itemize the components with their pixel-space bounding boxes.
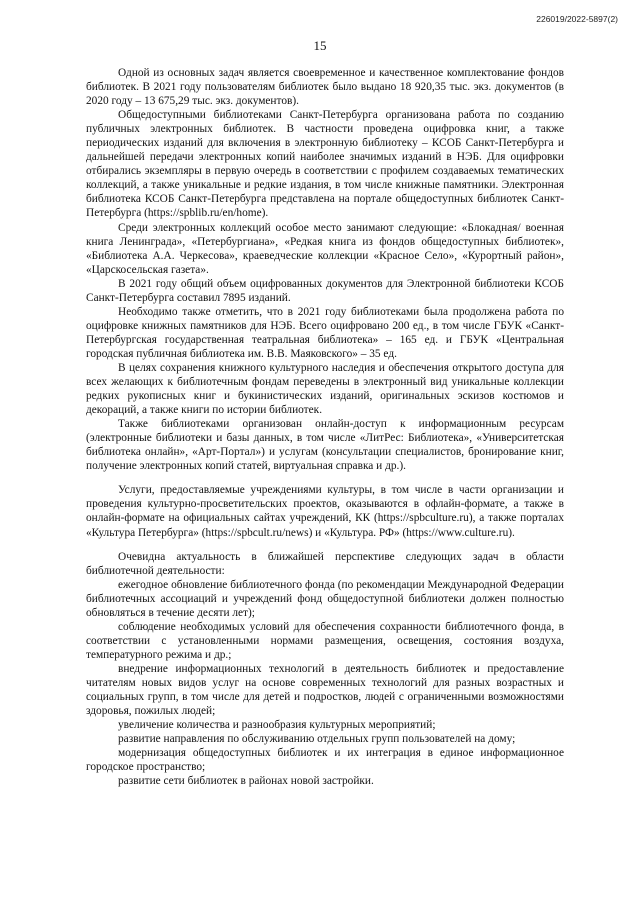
paragraph: Общедоступными библиотеками Санкт-Петербурга организована работа по созданию публичных электронных библиотек. В частности проведена оцифровка книг, а также периодических изданий для включения в электронную библиотеку – КСОБ Санкт-Петербурга и дальнейшей передачи электронных копий наиболее значимых изданий в НЭБ. Для оцифровки отбирались экземпляры в первую очередь в соответствии с профилем создаваемых тематических коллекций, а также уникальные и редкие издания, в том числе книжные памятники. Электронная библиотека КСОБ Санкт-Петербурга представлена на портале общедоступных библиотек Санкт-Петербурга (https://spblib.ru/en/home). <box>86 109 564 220</box>
list-item: модернизация общедоступных библиотек и их интеграция в единое информационное городское пространство; <box>86 747 564 774</box>
document-id: 226019/2022-5897(2) <box>536 14 618 24</box>
list-item: внедрение информационных технологий в деятельность библиотек и предоставление читателям новых видов услуг на основе современных технологий для разных возрастных и социальных групп, в том числе для детей и подростков, людей с ограниченными возможностями здоровья, пожилых людей; <box>86 662 564 718</box>
paragraph: Очевидна актуальность в ближайшей перспективе следующих задач в области библиотечной деятельности: <box>86 550 564 577</box>
paragraph: В 2021 году общий объем оцифрованных документов для Электронной библиотеки КСОБ Санкт-Петербурга составил 7895 изданий. <box>86 277 564 304</box>
paragraph: Среди электронных коллекций особое место занимают следующие: «Блокадная/ военная книга Ленинграда», «Петербургиана», «Редкая книга из фондов общедоступных библиотек», «Библиотека А.А. Черкесова», краеведческие коллекции «Красное Село», «Курортный район», «Царскосельская газета». <box>86 221 564 276</box>
list-item: соблюдение необходимых условий для обеспечения сохранности библиотечного фонда, в соответствии с установленными нормами размещения, освещения, состояния воздуха, температурного режима и др.; <box>86 620 564 661</box>
body-text <box>86 66 564 788</box>
paragraph: Услуги, предоставляемые учреждениями культуры, в том числе в части организации и проведения культурно-просветительских проектов, оказываются в офлайн-формате, а также в онлайн-формате на официальных сайтах учреждений, КК (https://spbculture.ru), а также порталах «Культура Петербурга» (https://spbcult.ru/news) и «Культура. РФ» (https://www.culture.ru). <box>86 484 564 539</box>
list-item: развитие сети библиотек в районах новой застройки. <box>118 775 374 788</box>
paragraph: В целях сохранения книжного культурного наследия и обеспечения открытого доступа для всех желающих к библиотечным фондам переведены в электронный вид уникальные коллекции редких рукописных книг и букинистических изданий, оригинальных эскизов костюмов и декораций, а также книги по истории библиотек. <box>86 361 564 417</box>
list-item: ежегодное обновление библиотечного фонда (по рекомендации Международной Федерации библиотечных ассоциаций и учреждений фонд общедоступной библиотеки должен полностью обновляться в течение десяти лет); <box>86 578 564 619</box>
list-item: развитие направления по обслуживанию отдельных групп пользователей на дому; <box>118 733 516 746</box>
list-item: увеличение количества и разнообразия культурных мероприятий; <box>118 719 436 732</box>
page-number: 15 <box>313 38 327 53</box>
paragraph: Одной из основных задач является своевременное и качественное комплектование фондов библиотек. В 2021 году пользователям библиотек было выдано 18 920,35 тыс. экз. документов (в 2020 году – 13 675,29 тыс. экз. документов). <box>86 67 564 108</box>
paragraph: Необходимо также отметить, что в 2021 году библиотеками была продолжена работа по оцифровке книжных памятников для НЭБ. Всего оцифровано 200 ед., в том числе ГБУК «Санкт-Петербургская государственная театральная библиотека» – 165 ед. и ГБУК «Центральная городская публичная библиотека им. В.В. Маяковского» – 35 ед. <box>86 305 564 360</box>
paragraph: Также библиотеками организован онлайн-доступ к информационным ресурсам (электронные библиотеки и базы данных, в том числе «ЛитРес: Библиотека», «Университетская библиотека онлайн», «Арт-Портал») и услугам (консультации специалистов, бронирование книг, получение электронных копий статей, виртуальная справка и др.). <box>86 418 564 473</box>
